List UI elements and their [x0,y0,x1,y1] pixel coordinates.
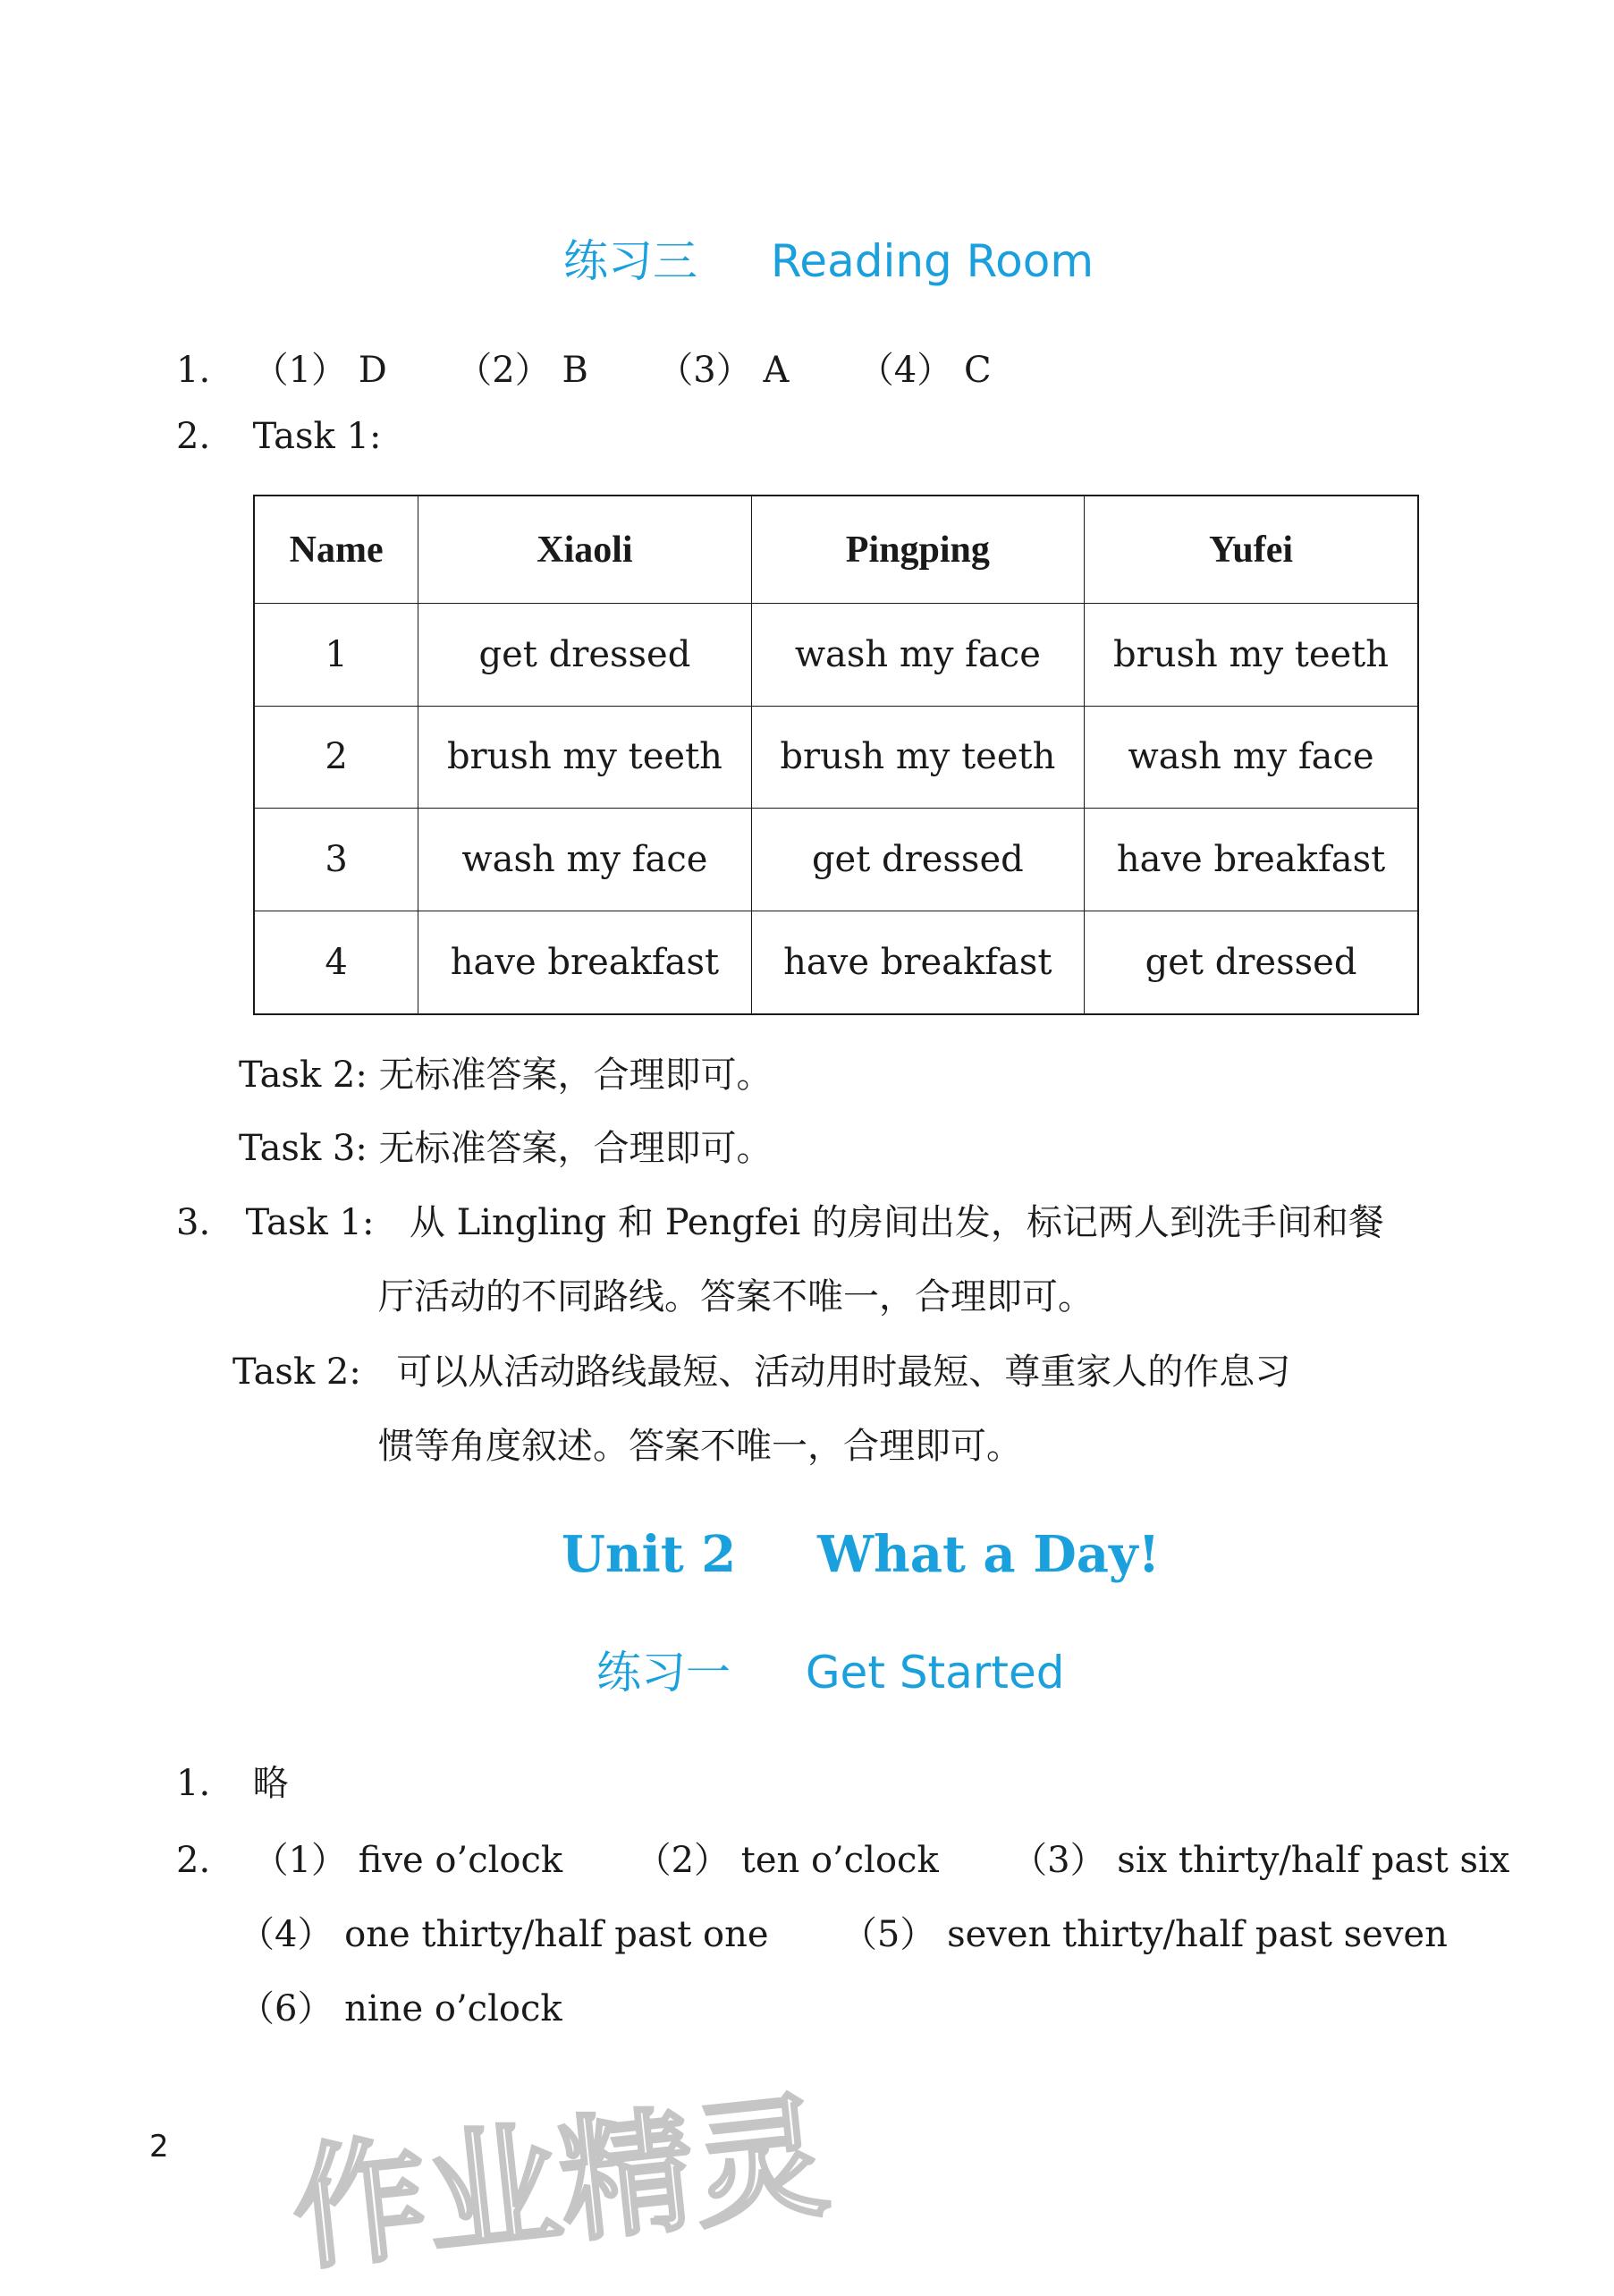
question-3-task-2 [232,1343,1290,1394]
table-row [254,911,1418,1014]
answer-item: （4） one thirty/half past one [239,1914,769,1955]
answer-item: （1） D [252,350,387,391]
table-cell: have breakfast [1085,809,1418,911]
question-2 [176,1832,1509,1883]
table-row [254,809,1418,911]
task-label: Task 1: [252,416,382,457]
question-number: 1. [176,1763,211,1804]
task-text: 可以从活动路线最短、活动用时最短、尊重家人的作息习 [396,1351,1291,1393]
page-number: 2 [149,2129,169,2165]
table-header: Yufei [1085,496,1418,604]
task-2-text: Task 2: 无标准答案，合理即可。 [239,1055,773,1096]
table-header: Pingping [751,496,1084,604]
table-header: Name [254,496,418,604]
answer-item: （3） A [657,350,790,391]
table-row [254,706,1418,809]
question-1 [176,1755,289,1806]
task-text: 从 Lingling 和 Pengfei 的房间出发，标记两人到洗手间和餐 [409,1202,1384,1243]
table-cell: wash my face [751,604,1084,707]
section-title-cn: 练习三 [563,235,697,287]
table-cell: get dressed [751,809,1084,911]
table-cell: 2 [254,706,418,809]
unit-number: Unit 2 [562,1525,737,1584]
task-text-cont: 厅活动的不同路线。答案不唯一，合理即可。 [378,1276,1094,1317]
table-header: Xiaoli [418,496,751,604]
table-cell: brush my teeth [751,706,1084,809]
answer-item: （2） B [456,350,588,391]
question-number: 2. [176,1840,211,1881]
answer-row [239,1980,562,2031]
answer-item: （1） five o’clock [252,1840,563,1881]
task-3-text: Task 3: 无标准答案，合理即可。 [239,1128,773,1169]
answer-item: 略 [252,1763,289,1804]
task-label: Task 1: [245,1202,375,1243]
section-title [596,1637,1064,1701]
answer-table [253,495,1419,1015]
section-title-en: Reading Room [770,235,1094,287]
table-cell: 3 [254,809,418,911]
answer-row [239,1906,1448,1957]
section-title [563,225,1094,290]
table-cell: brush my teeth [1085,604,1418,707]
table-cell: wash my face [418,809,751,911]
answer-item: （3） six thirty/half past six [1011,1840,1510,1881]
table-cell: wash my face [1085,706,1418,809]
watermark-logo: 作业精灵 [285,2079,835,2290]
answer-item: （2） ten o’clock [635,1840,939,1881]
section-title-en: Get Started [805,1647,1065,1699]
answer-item: （5） seven thirty/half past seven [841,1914,1448,1955]
question-2 [176,416,381,457]
question-3 [176,1194,1384,1245]
table-cell: have breakfast [418,911,751,1014]
table-cell: get dressed [1085,911,1418,1014]
table-cell: 4 [254,911,418,1014]
unit-subtitle: What a Day! [817,1525,1161,1584]
section-title-cn: 练习一 [596,1647,731,1699]
question-number: 3. [176,1202,211,1243]
table-cell: have breakfast [751,911,1084,1014]
table-cell: get dressed [418,604,751,707]
question-number: 2. [176,416,211,457]
answer-item: （4） C [858,350,992,391]
question-number: 1. [176,350,211,391]
answer-item: （6） nine o’clock [239,1988,562,2029]
table-cell: brush my teeth [418,706,751,809]
task-label: Task 2: [232,1351,361,1393]
table-cell: 1 [254,604,418,707]
question-1 [176,342,992,393]
table-row [254,604,1418,707]
task-text-cont: 惯等角度叙述。答案不唯一，合理即可。 [378,1426,1022,1467]
unit-title [562,1525,1160,1584]
table-header-row [254,496,1418,604]
